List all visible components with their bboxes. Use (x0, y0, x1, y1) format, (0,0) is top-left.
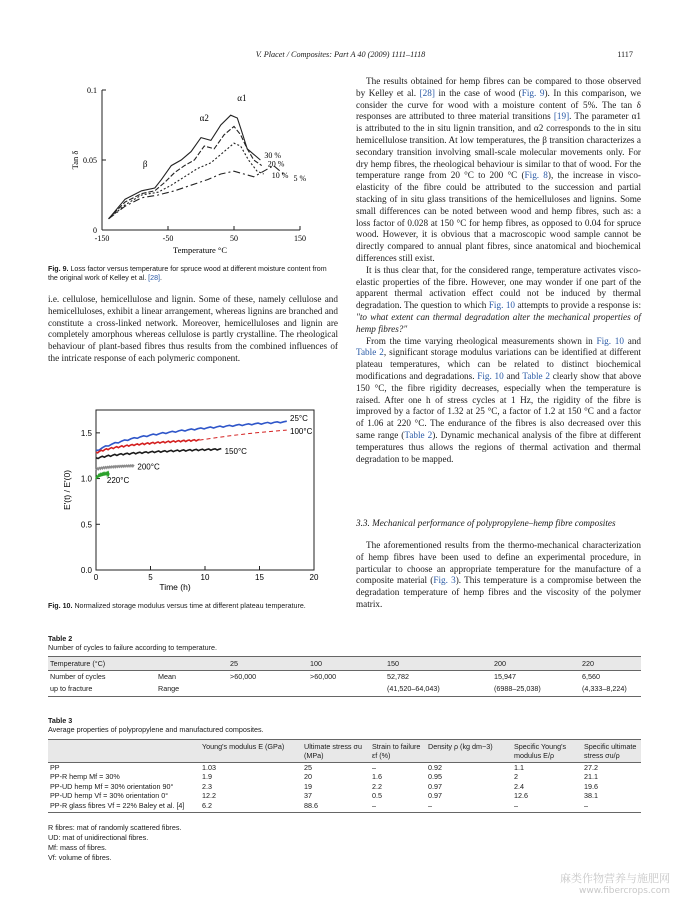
table-row: PP 1.03 25 – 0.92 1.1 27.2 (50, 763, 598, 772)
table-row: PP-UD hemp Vf = 30% orientation 0° 12.2 37 0.5 0.97 12.6 38.1 (50, 791, 598, 801)
fig9-beta-label: β (142, 159, 148, 169)
figure-9 (60, 80, 330, 255)
fig10-xtick-label: 5 (148, 573, 153, 582)
fig-8-link[interactable]: Fig. 8 (524, 170, 548, 181)
fig10-series-label: 150°C (224, 446, 247, 456)
fig-3-link[interactable]: Fig. 3 (433, 575, 456, 586)
figure-9-caption: Fig. 9. Loss factor versus temperature for spruce wood at different moisture content from the original work of Kelley et al. [28]. (48, 265, 327, 283)
figure-9-caption-text: Loss factor versus temperature for spruce wood at different moisture content from the original work of Kelley et al. (48, 265, 327, 283)
watermark-url: www.fibercrops.com (579, 886, 670, 896)
note-vf: Vf: volume of fibres. (48, 853, 112, 862)
fig-10-link[interactable]: Fig. 10 (488, 300, 516, 311)
fig10-plot-frame (96, 410, 314, 570)
right-paragraph-3: From the time varying rheological measurements shown in Fig. 10 and Table 2, significant storage modulus variations can be identified at different plateau temperatures, which can be related to distinct biochemical modifications and degradations. Fig. 10 and Table 2 clearly show that above 150 °C, the fibre rigidity decreases, especially when the temperature is raised. After one h of stress cycles at 1 Hz, the rigidity of the fibre is improved by a factor of 1.32 at 25 °C, a factor of 1.2 at 150 °C and a factor of 1.06 at 220 °C. The endurance of the fibres is also decreased over this same range (Table 2). Dynamic mechanical analysis of the fibre at different temperatures thus allows the regions of thermal activation and thermal degradation to be mapped. (356, 335, 642, 464)
right-paragraph-1: The results obtained for hemp fibres can be compared to those observed by Kelley et al. [28] in the case of wood (Fig. 9). In this comparison, we consider the curve for wood with a moisture content of 5%. The tan δ responses are attributed to three material transitions [19]. The parameter α1 is attributed to the in situ lignin transition, and α2 corresponds to the in situ hemicellulose transition. At low temperatures, the β transition characterizes a secondary transition involving small-scale molecular movements only. For dry hemp fibres, the rheological behaviour is similar to that of wood. For the temperature range from 20 °C to 200 °C (Fig. 8), the increase in visco-elasticity of the fibre could be attributed to the succession and partial stacking of in situ glass transitions of the hemicelluloses and lignins. Some small differences can be noted between wood and hemp fibres, such as: a loss factor of 0.028 at 150 °C for hemp fibres, as opposed to 0.04 for spruce wood. However, it is obvious that a macroscopic wood sample cannot be directly compared to annual plant fibres, since anatomical and biochemical differences still exist. (356, 76, 642, 263)
left-column-text (48, 294, 338, 365)
figure-10 (48, 402, 338, 592)
figure-10-caption-label: Fig. 10. (48, 602, 73, 610)
ref-19-link[interactable]: [19] (553, 111, 570, 122)
fig10-series-label: 100°C (290, 426, 313, 436)
fig9-ytick-label: 0.1 (87, 86, 97, 95)
table-notes (48, 823, 181, 863)
figure-10-caption-text: Normalized storage modulus versus time at different plateau temperature. (74, 602, 306, 610)
fig10-ytick-label: 0.0 (80, 566, 92, 575)
table-2-title (48, 634, 217, 652)
fig10-series-label: 200°C (137, 462, 160, 472)
fig10-series-label: 25°C (290, 413, 308, 423)
table-2-label: Table 2 (48, 634, 73, 643)
left-paragraph: i.e. cellulose, hemicellulose and lignin. Some of these, namely cellulose and hemicelluloses, exhibit a linear arrangement, whereas lignins are branched and constitute a cross-linked network. Moreover, hemicelluloses and lignin are completely amorphous whereas cellulose is partly crystalline. The rheological behaviour of plant-based fibres thus results from the combined influences of the intricate response of each polymeric component. (48, 294, 338, 363)
figure-10-caption (48, 602, 348, 611)
table-2-header: Temperature (°C) 25 100 150 200 220 (48, 657, 641, 671)
table-row: up to fracture Range (41,520–64,043) (6988–25,038) (4,333–8,224) (48, 682, 641, 697)
table-3-title (48, 716, 264, 734)
fig-10-link-3[interactable]: Fig. 10 (477, 370, 504, 381)
fig9-xtick-label: 50 (230, 234, 238, 243)
table-2-caption: Number of cycles to failure according to temperature. (48, 643, 217, 653)
fig10-xtick-label: 20 (309, 573, 319, 582)
fig10-ytick-label: 1.0 (80, 474, 92, 484)
fig9-series-label: 20 % (267, 159, 285, 169)
table-row: PP-UD hemp Mf = 30% orientation 90° 2.3 19 2.2 0.97 2.4 19.6 (50, 781, 598, 791)
fig10-xtick-label: 10 (200, 573, 210, 582)
ref-28-link[interactable]: [28] (419, 87, 435, 98)
fig-10-link-2[interactable]: Fig. 10 (596, 335, 624, 346)
fig9-xtick-label: 150 (294, 234, 306, 243)
figure-10-chart (48, 402, 338, 592)
page-header (48, 50, 633, 64)
table-row: Number of cycles Mean >60,000 >60,000 52,782 15,947 6,560 (50, 672, 600, 681)
table-2-link[interactable]: Table 2 (356, 347, 384, 358)
section-heading: 3.3. Mechanical performance of polypropylene–hemp fibre composites (356, 518, 616, 528)
fig10-ylabel: E'(t) / E'(0) (62, 469, 72, 511)
table-2-link-2[interactable]: Table 2 (522, 370, 550, 381)
fig-9-link[interactable]: Fig. 9 (521, 87, 545, 98)
table-3-label: Table 3 (48, 716, 73, 725)
table-2 (48, 656, 641, 697)
note-r: R fibres: mat of randomly scattered fibres. (48, 823, 182, 832)
table-row: PP-R glass fibres Vf = 22% Baley et al. [4] 6.2 88.6 – – – – (48, 801, 641, 813)
table-row: PP-R hemp Mf = 30% 1.9 20 1.6 0.95 2 21.1 (50, 772, 598, 782)
right-paragraph-4: The aforementioned results from the thermo-mechanical characterization of hemp fibres have been used to define an experimental procedure, in particular to choose an appropriate temperature for the manufacture of a composite material (Fig. 3). This temperature is a compromise between the degradation temperature of hemp fibres and the viscosity of the polymer matrix. (356, 540, 641, 609)
right-paragraph-2: It is thus clear that, for the considered range, temperature activates visco-elastic properties of the fibre. However, one may wonder if one part of the apparent thermal activation effect could not be induced by thermal degradation. The question to which Fig. 10 attempts to provide a response is: "to what extent can thermal degradation alter the mechanical properties of hemp fibres?" (356, 264, 642, 334)
page-number: 1117 (617, 50, 633, 59)
watermark (544, 872, 670, 898)
fig10-ytick-label: 1.5 (80, 428, 92, 438)
fig9-series-label: 30 % (264, 151, 282, 160)
fig10-xlabel: Time (h) (159, 582, 191, 592)
figure-9-chart (60, 80, 330, 255)
fig9-alpha1-label: α1 (237, 93, 247, 104)
fig9-xtick-label: -150 (94, 234, 110, 243)
fig9-ytick-label: 0.05 (83, 156, 97, 165)
fig10-series-line (96, 449, 221, 459)
journal-citation: V. Placet / Composites: Part A 40 (2009) 1111–1118 (255, 50, 426, 59)
fig10-xtick-label: 15 (255, 573, 264, 582)
figure-9-caption-ref[interactable]: [28] (148, 274, 161, 283)
note-mf: Mf: mass of fibres. (48, 843, 107, 852)
note-ud: UD: mat of unidirectional fibres. (48, 833, 149, 842)
fig10-series-line (96, 465, 134, 470)
watermark-title: 麻类作物营养与施肥网 (560, 872, 670, 885)
fig10-ytick-label: 0.5 (80, 520, 92, 530)
fig9-series-label: 5 % (293, 174, 307, 183)
table-3 (48, 739, 641, 813)
fig9-series-line (109, 143, 264, 219)
fig9-xlabel: Temperature °C (172, 245, 228, 255)
right-column-text (356, 76, 641, 465)
fig9-ylabel: Tan δ (70, 150, 80, 170)
right-column-text-2 (356, 540, 641, 611)
fig10-series-extrapolation (200, 430, 287, 440)
fig10-xtick-label: 0 (93, 573, 99, 582)
fig9-series-line (109, 166, 284, 219)
fig10-series-label: 220°C (106, 476, 130, 486)
table-3-caption: Average properties of polypropylene and manufactured composites. (48, 725, 264, 735)
fig9-series-label: 10 % (271, 171, 289, 180)
fig9-ytick-label: 0 (93, 226, 97, 235)
table-3-header: Young's modulus E (GPa) Ultimate stress σu (MPa) Strain to failure εf (%) Density ρ (kg dm−3) Specific Young's modulus E/ρ Specific ultimate stress σu/ρ (48, 740, 641, 763)
figure-9-caption-label: Fig. 9. (48, 265, 69, 273)
fig9-alpha2-label: α2 (199, 112, 209, 123)
table-2-link-3[interactable]: Table 2 (404, 429, 433, 440)
fig9-xtick-label: -50 (162, 234, 174, 243)
